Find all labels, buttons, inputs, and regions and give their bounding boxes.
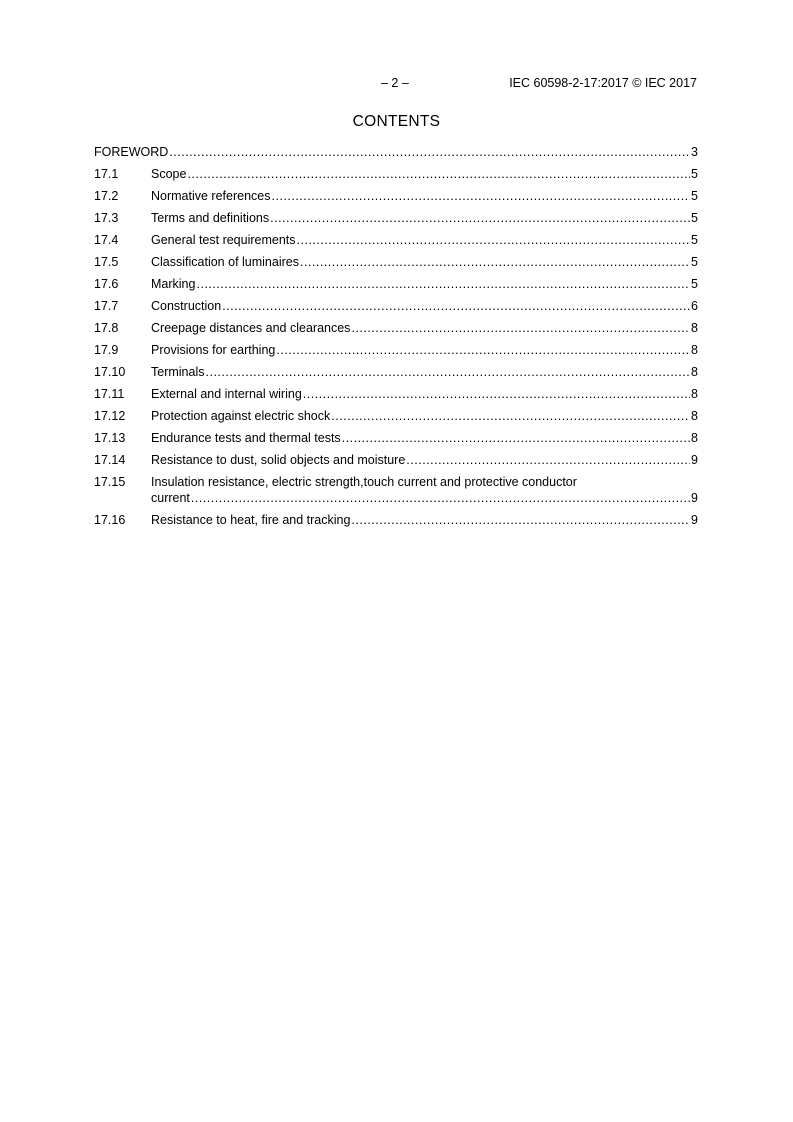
toc-entry[interactable] <box>94 386 698 408</box>
dot-leader <box>342 430 690 446</box>
dot-leader <box>272 188 691 204</box>
toc-entry[interactable] <box>94 474 698 512</box>
toc-entry-page: 3 <box>691 145 698 159</box>
toc-entry-page: 9 <box>691 491 698 505</box>
toc-entry-page: 6 <box>691 299 698 313</box>
dot-leader <box>297 232 691 248</box>
toc-entry-page: 5 <box>691 189 698 203</box>
toc-entry-number: 17.11 <box>94 387 125 401</box>
toc-entry[interactable] <box>94 210 698 232</box>
toc-entry-title: Marking <box>151 277 196 291</box>
toc-entry[interactable] <box>94 232 698 254</box>
dot-leader <box>351 320 690 336</box>
dot-leader <box>187 166 690 182</box>
toc-entry-page: 8 <box>691 409 698 423</box>
toc-entry-page: 5 <box>691 233 698 247</box>
toc-entry-title: Construction <box>151 299 222 313</box>
toc-entry-page: 5 <box>691 167 698 181</box>
page-header <box>0 76 793 92</box>
page-number: – 2 – <box>381 76 409 90</box>
toc-entry[interactable] <box>94 188 698 210</box>
toc-entry-number: 17.8 <box>94 321 119 335</box>
toc-entry-page: 8 <box>691 343 698 357</box>
dot-leader <box>406 452 690 468</box>
toc-entry[interactable] <box>94 430 698 452</box>
toc-entry-number: 17.12 <box>94 409 126 423</box>
dot-leader <box>351 512 690 528</box>
toc-entry[interactable] <box>94 408 698 430</box>
toc-entry-title: Protection against electric shock <box>151 409 331 423</box>
dot-leader <box>206 364 691 380</box>
toc-entry[interactable] <box>94 276 698 298</box>
toc-entry-number: 17.10 <box>94 365 126 379</box>
toc-entry-title: Classification of luminaires <box>151 255 299 269</box>
toc-entry-number: 17.7 <box>94 299 119 313</box>
toc-entry-title: Resistance to dust, solid objects and moisture <box>151 453 406 467</box>
toc-entry[interactable] <box>94 166 698 188</box>
toc-entry-number: 17.15 <box>94 475 126 489</box>
toc-entry-number: 17.6 <box>94 277 119 291</box>
toc-entry-number: 17.14 <box>94 453 126 467</box>
toc-entry[interactable] <box>94 320 698 342</box>
toc-entry-page: 9 <box>691 513 698 527</box>
toc-entry-page: 8 <box>691 321 698 335</box>
toc-entry[interactable] <box>94 298 698 320</box>
toc-entry-title-continuation: current <box>151 491 190 505</box>
toc-entry-number: 17.1 <box>94 167 119 181</box>
dot-leader <box>300 254 690 270</box>
toc-entry-title: Terminals <box>151 365 205 379</box>
toc-entry[interactable] <box>94 254 698 276</box>
toc-entry-title: General test requirements <box>151 233 296 247</box>
toc-entry-page: 5 <box>691 255 698 269</box>
toc-entry-page: 8 <box>691 387 698 401</box>
toc-entry-title: Resistance to heat, fire and tracking <box>151 513 351 527</box>
table-of-contents <box>94 144 698 534</box>
dot-leader <box>303 386 690 402</box>
toc-entry-title: Endurance tests and thermal tests <box>151 431 341 445</box>
dot-leader <box>276 342 690 358</box>
toc-entry-number: 17.13 <box>94 431 126 445</box>
toc-entry-title: External and internal wiring <box>151 387 302 401</box>
toc-entry-page: 5 <box>691 211 698 225</box>
toc-entry-title: Terms and definitions <box>151 211 270 225</box>
document-identifier: IEC 60598-2-17:2017 © IEC 2017 <box>509 76 697 90</box>
toc-entry-title: FOREWORD <box>94 145 169 159</box>
toc-entry-title: Provisions for earthing <box>151 343 276 357</box>
toc-entry-page: 9 <box>691 453 698 467</box>
dot-leader <box>331 408 690 424</box>
toc-entry-number: 17.16 <box>94 513 126 527</box>
toc-entry-number: 17.3 <box>94 211 119 225</box>
toc-entry-number: 17.2 <box>94 189 119 203</box>
toc-entry-page: 8 <box>691 431 698 445</box>
toc-entry-number: 17.9 <box>94 343 119 357</box>
toc-entry-title: Creepage distances and clearances <box>151 321 351 335</box>
toc-entry-page: 8 <box>691 365 698 379</box>
toc-entry[interactable] <box>94 512 698 534</box>
toc-entry-foreword[interactable] <box>94 144 698 166</box>
dot-leader <box>270 210 690 226</box>
toc-entry-title: Scope <box>151 167 187 181</box>
dot-leader <box>169 144 690 160</box>
contents-title: CONTENTS <box>352 113 441 130</box>
dot-leader <box>196 276 690 292</box>
toc-entry-number: 17.5 <box>94 255 119 269</box>
toc-entry-title: Normative references <box>151 189 271 203</box>
toc-entry-page: 5 <box>691 277 698 291</box>
toc-entry[interactable] <box>94 342 698 364</box>
dot-leader <box>191 490 690 506</box>
dot-leader <box>222 298 690 314</box>
toc-entry[interactable] <box>94 364 698 386</box>
toc-entry[interactable] <box>94 452 698 474</box>
toc-entry-number: 17.4 <box>94 233 119 247</box>
toc-entry-title: Insulation resistance, electric strength,touch current and protective conductor <box>151 475 577 489</box>
